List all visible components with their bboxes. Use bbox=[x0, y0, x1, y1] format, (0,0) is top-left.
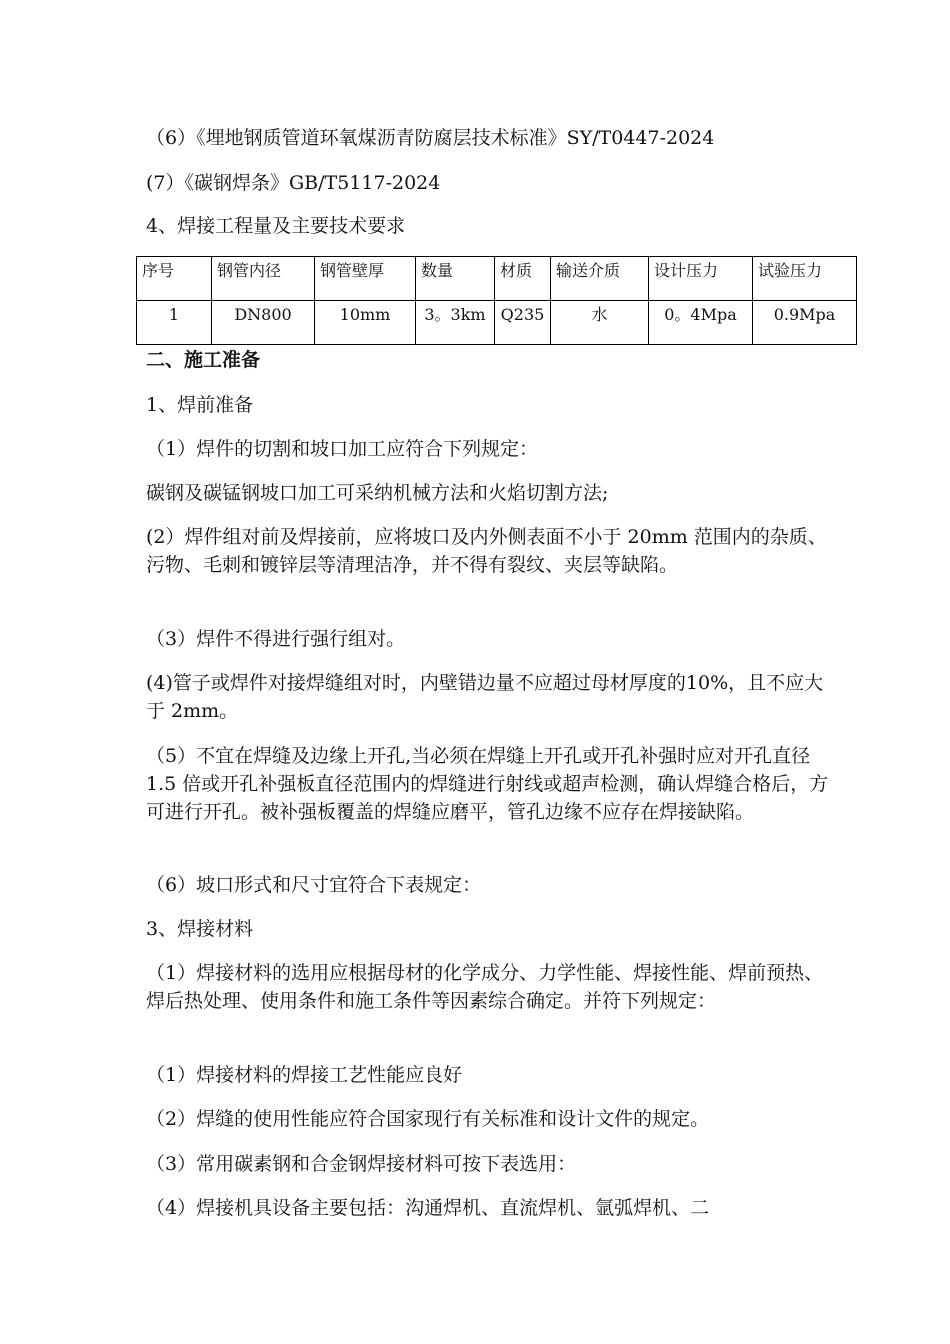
table-header-row bbox=[137, 257, 857, 301]
table-header-cell: 设计压力 bbox=[649, 257, 753, 301]
table-cell: DN800 bbox=[212, 301, 315, 345]
table-cell: Q235 bbox=[495, 301, 551, 345]
table-header-cell: 钢管壁厚 bbox=[315, 257, 416, 301]
table-cell: 1 bbox=[137, 301, 212, 345]
table-cell: 10mm bbox=[315, 301, 416, 345]
table-header-cell: 钢管内径 bbox=[212, 257, 315, 301]
prep-item-4: (4)管子或焊件对接焊缝组对时，内壁错边量不应超过母材厚度的10%，且不应大于 2mm。 bbox=[146, 672, 824, 722]
material-item-1: （1）焊接材料的选用应根据母材的化学成分、力学性能、焊接性能、焊前预热、焊后热处理、使用条件和施工条件等因素综合确定。并符下列规定： bbox=[146, 962, 824, 1012]
subsection-1-title: 1、焊前准备 bbox=[146, 394, 254, 416]
table-header-cell: 试验压力 bbox=[753, 257, 857, 301]
material-item-2: （2）焊缝的使用性能应符合国家现行有关标准和设计文件的规定。 bbox=[146, 1108, 710, 1130]
section-4-title: 4、焊接工程量及主要技术要求 bbox=[146, 215, 406, 237]
prep-item-3: （3）焊件不得进行强行组对。 bbox=[146, 628, 406, 650]
prep-item-2: (2）焊件组对前及焊接前，应将坡口及内外侧表面不小于 20mm 范围内的杂质、污物、毛刺和镀锌层等清理洁净，并不得有裂纹、夹层等缺陷。 bbox=[146, 526, 827, 576]
prep-item-1: （1）焊件的切割和坡口加工应符合下列规定： bbox=[146, 438, 539, 460]
prep-item-1-detail: 碳钢及碳锰钢坡口加工可采纳机械方法和火焰切割方法; bbox=[146, 482, 609, 504]
part-2-title: 二、施工准备 bbox=[146, 349, 261, 371]
prep-item-5: （5）不宜在焊缝及边缘上开孔,当必须在焊缝上开孔或开孔补强时应对开孔直径 1.5 倍或开孔补强板直径范围内的焊缝进行射线或超声检测，确认焊缝合格后，方可进行开孔。被补强板覆盖的焊缝应磨平，管孔边缘不应存在焊接缺陷。 bbox=[146, 745, 829, 823]
material-item-1b: （1）焊接材料的焊接工艺性能应良好 bbox=[146, 1064, 463, 1086]
welding-spec-table bbox=[136, 256, 857, 345]
table-cell: 0.9Mpa bbox=[753, 301, 857, 345]
material-item-4: （4）焊接机具设备主要包括：沟通焊机、直流焊机、氩弧焊机、二 bbox=[146, 1197, 710, 1219]
table-header-cell: 输送介质 bbox=[551, 257, 649, 301]
material-item-3: （3）常用碳素钢和合金钢焊接材料可按下表选用： bbox=[146, 1153, 577, 1175]
table-header-cell: 材质 bbox=[495, 257, 551, 301]
table-row bbox=[137, 301, 857, 345]
standard-7: (7）《碳钢焊条》GB/T5117-2024 bbox=[146, 172, 441, 194]
prep-item-6: （6）坡口形式和尺寸宜符合下表规定： bbox=[146, 874, 482, 896]
table-header-cell: 数量 bbox=[416, 257, 495, 301]
standard-6: （6）《埋地钢质管道环氧煤沥青防腐层技术标准》SY/T0447-2024 bbox=[146, 127, 715, 149]
table-header-cell: 序号 bbox=[137, 257, 212, 301]
subsection-3-title: 3、焊接材料 bbox=[146, 918, 254, 940]
table-cell: 3。3km bbox=[416, 301, 495, 345]
table-cell: 0。4Mpa bbox=[649, 301, 753, 345]
table-cell: 水 bbox=[551, 301, 649, 345]
